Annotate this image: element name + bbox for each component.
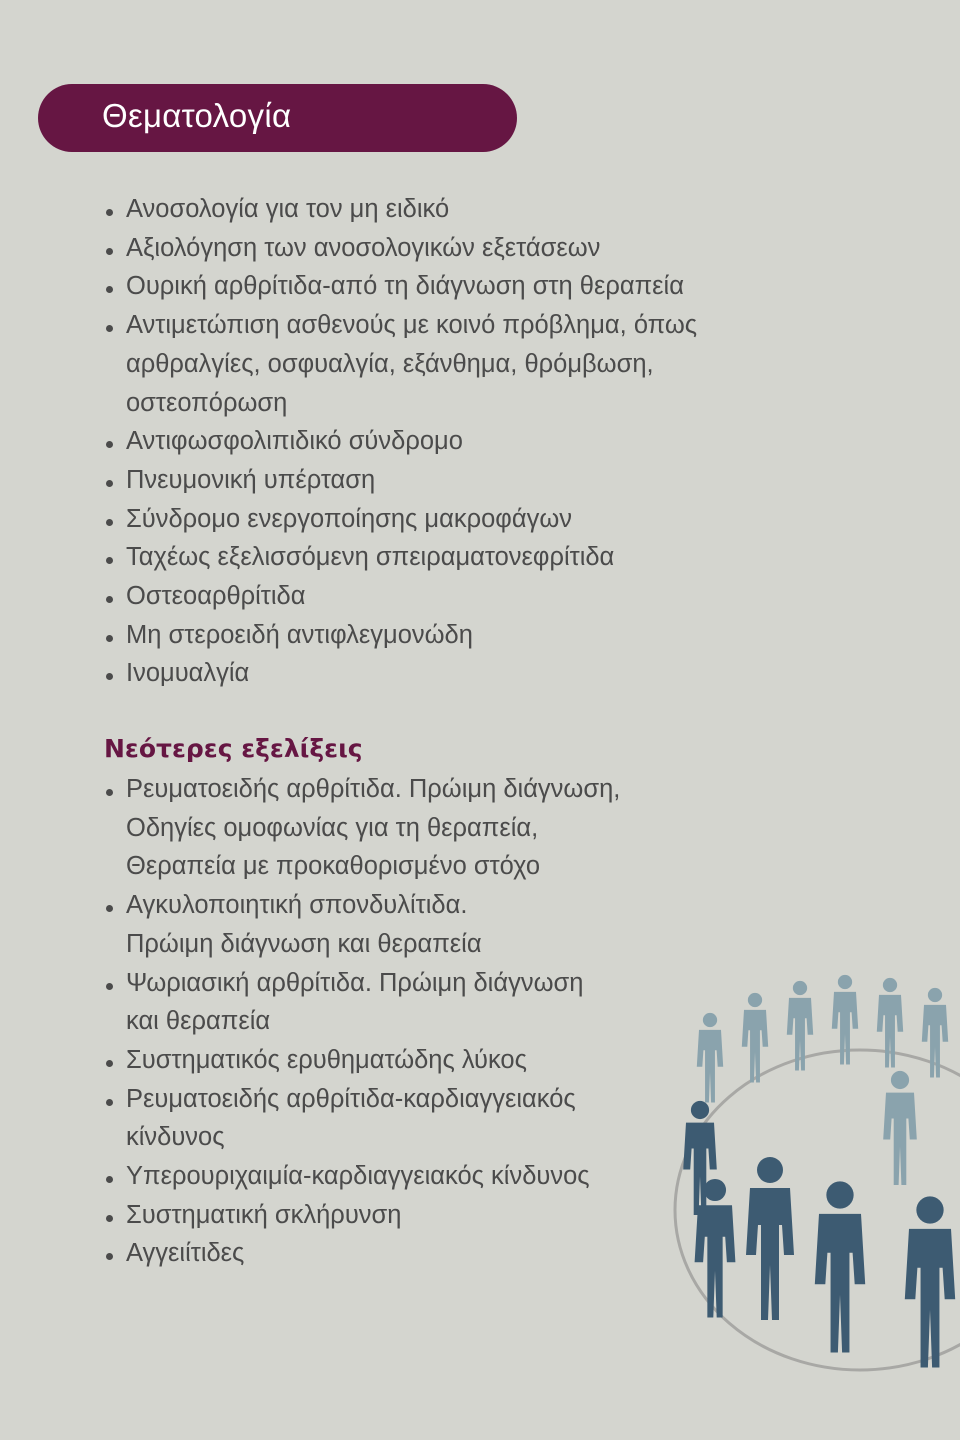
bullet-dot	[106, 248, 113, 255]
bullet-dot	[106, 635, 113, 642]
person-icon	[905, 1196, 955, 1367]
developments-heading: Νεότερες εξελίξεις	[104, 734, 363, 763]
page-title: Θεματολογία	[102, 97, 292, 134]
bullet-dot	[106, 286, 113, 293]
topic-item: Ινομυαλγία	[126, 659, 250, 688]
topic-item: Οστεοαρθρίτιδα	[126, 582, 306, 610]
topic-item: αρθραλγίες, οσφυαλγία, εξάνθημα, θρόμβωση,	[126, 349, 654, 378]
person-icon	[742, 993, 768, 1083]
bullet-dot	[106, 209, 113, 216]
topic-item: Πνευμονική υπέρταση	[126, 465, 376, 494]
bullet-dot	[106, 596, 113, 603]
bullet-dot	[106, 1099, 113, 1106]
person-icon	[697, 1013, 723, 1103]
person-icon	[746, 1157, 794, 1320]
development-item: Υπερουριχαιμία-καρδιαγγειακός κίνδυνος	[126, 1162, 590, 1190]
bullet-dot	[106, 905, 113, 912]
development-item: Πρώιμη διάγνωση και θεραπεία	[126, 929, 482, 958]
development-item: και θεραπεία	[126, 1007, 271, 1036]
topic-item: Αντιφωσφολιπιδικό σύνδρομο	[126, 427, 463, 456]
topic-item: Ανοσολογία για τον μη ειδικό	[126, 195, 450, 223]
development-item: Οδηγίες ομοφωνίας για τη θεραπεία,	[126, 813, 539, 842]
bullet-dot	[106, 519, 113, 526]
bullet-dot	[106, 789, 113, 796]
development-item: κίνδυνος	[126, 1123, 225, 1152]
bullet-dot	[106, 441, 113, 448]
bullet-dot	[106, 673, 113, 680]
development-item: Ρευματοειδής αρθρίτιδα-καρδιαγγειακός	[126, 1084, 576, 1113]
topic-item: Αξιολόγηση των ανοσολογικών εξετάσεων	[126, 233, 601, 262]
topic-item: Ουρική αρθρίτιδα-από τη διάγνωση στη θεραπεία	[126, 272, 684, 301]
person-icon	[883, 1071, 917, 1185]
development-item: Συστηματική σκλήρυνση	[126, 1200, 402, 1229]
development-item: Αγγειίτιδες	[126, 1239, 245, 1268]
development-item: Θεραπεία με προκαθορισμένο στόχο	[126, 852, 541, 881]
title-banner	[38, 84, 517, 152]
development-item: Αγκυλοποιητική σπονδυλίτιδα.	[126, 891, 468, 920]
bullet-dot	[106, 1253, 113, 1260]
bullet-dot	[106, 1176, 113, 1183]
person-icon	[695, 1179, 736, 1318]
development-item: Συστηματικός ερυθηματώδης λύκος	[126, 1045, 527, 1074]
person-icon	[815, 1181, 865, 1352]
topic-item: Μη στεροειδή αντιφλεγμονώδη	[126, 620, 473, 649]
bullet-dot	[106, 325, 113, 332]
bullet-dot	[106, 480, 113, 487]
topic-item: Αντιμετώπιση ασθενούς με κοινό πρόβλημα, όπως	[126, 311, 698, 340]
bullet-dot	[106, 557, 113, 564]
topic-item: Σύνδρομο ενεργοποίησης μακροφάγων	[126, 504, 572, 533]
development-item: Ψωριασική αρθρίτιδα. Πρώιμη διάγνωση	[126, 968, 584, 997]
people-circle-icon	[660, 960, 960, 1400]
topic-item: οστεοπόρωση	[126, 388, 288, 417]
bullet-dot	[106, 983, 113, 990]
development-item: Ρευματοειδής αρθρίτιδα. Πρώιμη διάγνωση,	[126, 775, 621, 803]
bullet-dot	[106, 1215, 113, 1222]
topic-item: Ταχέως εξελισσόμενη σπειραματονεφρίτιδα	[126, 543, 615, 572]
bullet-dot	[106, 1060, 113, 1067]
